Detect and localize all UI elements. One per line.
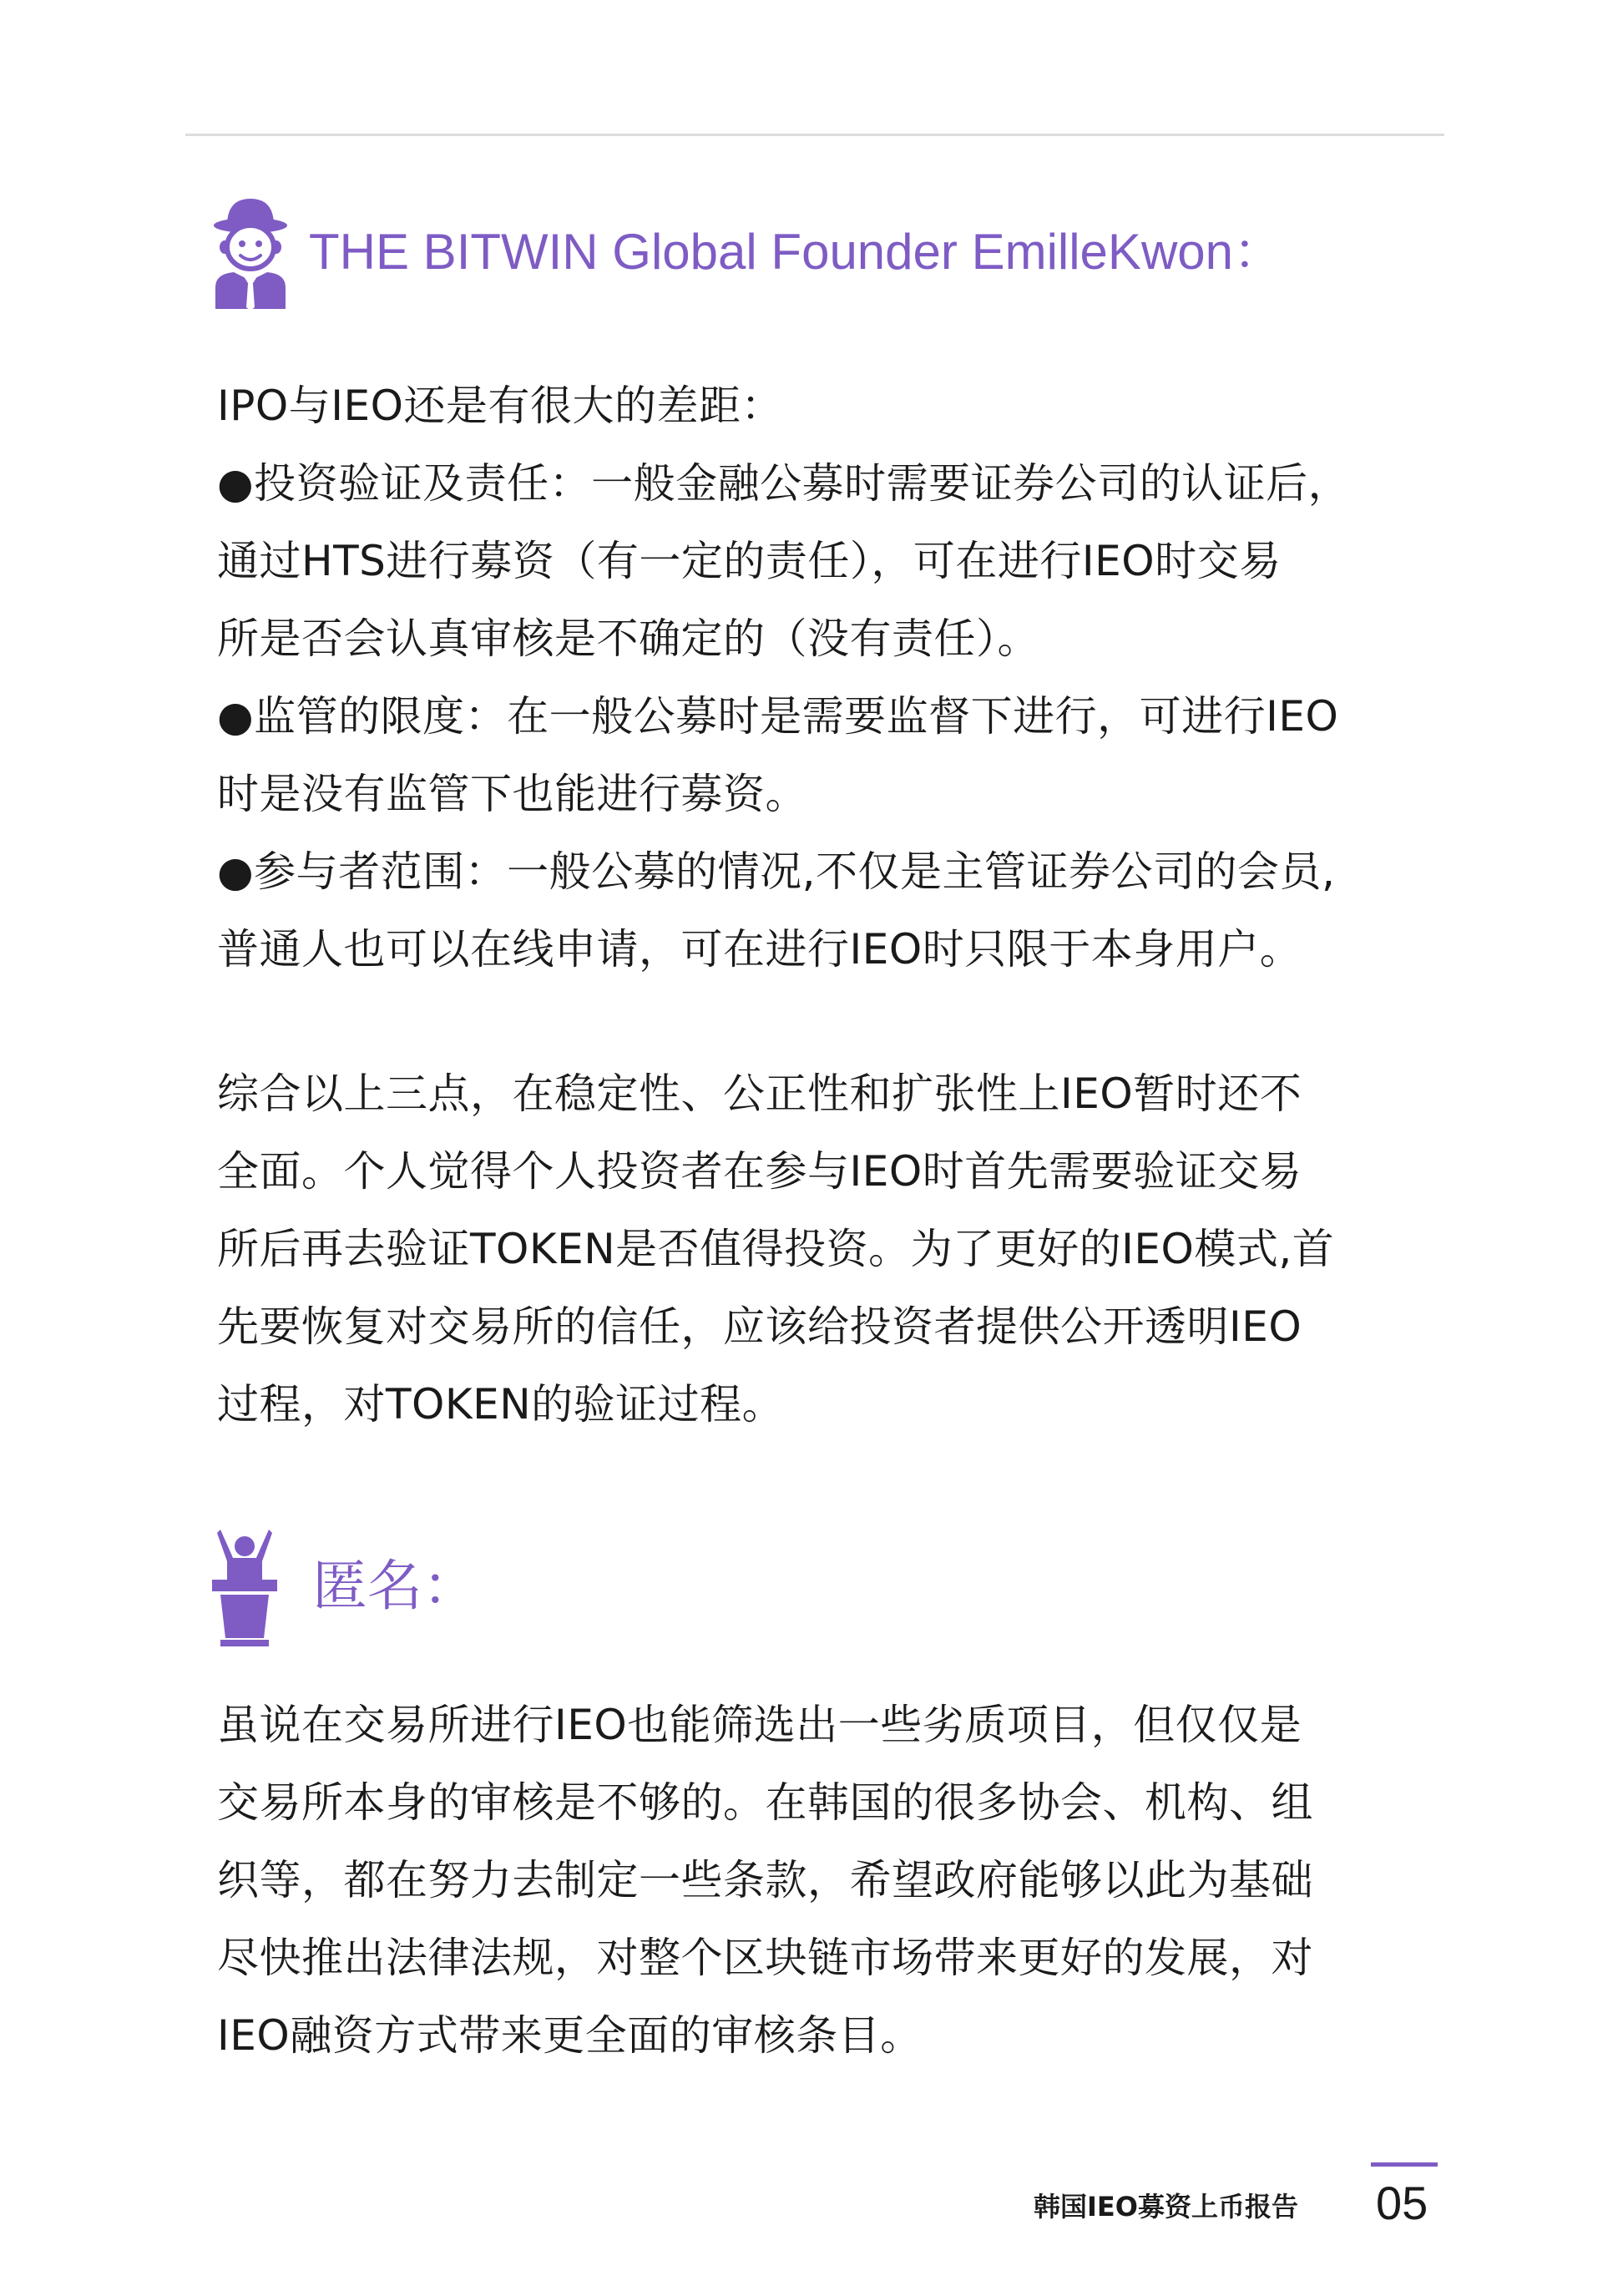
speaker-at-podium-icon	[209, 1526, 281, 1646]
paragraph-line: 尽快推出法律法规，对整个区块链市场带来更好的发展，对	[217, 1934, 1313, 1982]
paragraph-line: 先要恢复对交易所的信任，应该给投资者提供公开透明IEO	[217, 1302, 1302, 1351]
paragraph-line: 虽说在交易所进行IEO也能筛选出一些劣质项目，但仅仅是	[217, 1701, 1302, 1749]
paragraph-line: IPO与IEO还是有很大的差距：	[217, 382, 783, 430]
top-divider	[185, 134, 1444, 136]
section-title-founder: THE BITWIN Global Founder EmilleKwon：	[309, 224, 1284, 280]
person-with-hat-icon	[209, 194, 292, 311]
paragraph-line: 全面。个人觉得个人投资者在参与IEO时首先需要验证交易	[217, 1147, 1302, 1196]
footer-report-title: 韩国IEO募资上币报告	[1034, 2191, 1298, 2223]
section-header-founder	[209, 194, 1283, 311]
founder-quote-body	[217, 367, 1469, 989]
page-number-accent-rule	[1371, 2162, 1438, 2167]
founder-summary-body	[217, 1055, 1469, 1444]
anonymous-quote-body	[217, 1687, 1469, 2075]
paragraph-line: 时是没有监管下也能进行募资。	[217, 770, 807, 818]
section-header-anonymous	[209, 1526, 478, 1646]
paragraph-line: ●参与者范围：一般公募的情况,不仅是主管证券公司的会员,	[217, 847, 1336, 896]
paragraph-line: 过程，对TOKEN的验证过程。	[217, 1380, 785, 1429]
paragraph-line: 织等，都在努力去制定一些条款，希望政府能够以此为基础	[217, 1856, 1313, 1904]
paragraph-line: 综合以上三点，在稳定性、公正性和扩张性上IEO暂时还不	[217, 1070, 1302, 1118]
paragraph-line: 通过HTS进行募资（有一定的责任），可在进行IEO时交易	[217, 537, 1282, 585]
paragraph-line: 所是否会认真审核是不确定的（没有责任）。	[217, 614, 1039, 663]
paragraph-line: 所后再去验证TOKEN是否值得投资。为了更好的IEO模式,首	[217, 1225, 1335, 1273]
section-title-anonymous: 匿名：	[312, 1554, 478, 1618]
paragraph-line: ●投资验证及责任：一般金融公募时需要证券公司的认证后，	[217, 459, 1351, 508]
paragraph-line: ●监管的限度：在一般公募时是需要监督下进行，可进行IEO	[217, 692, 1339, 741]
paragraph-line: 交易所本身的审核是不够的。在韩国的很多协会、机构、组	[217, 1778, 1313, 1827]
paragraph-line: 普通人也可以在线申请，可在进行IEO时只限于本身用户。	[217, 925, 1302, 974]
paragraph-line: IEO融资方式带来更全面的审核条目。	[217, 2011, 923, 2060]
page-number: 05	[1376, 2177, 1428, 2229]
